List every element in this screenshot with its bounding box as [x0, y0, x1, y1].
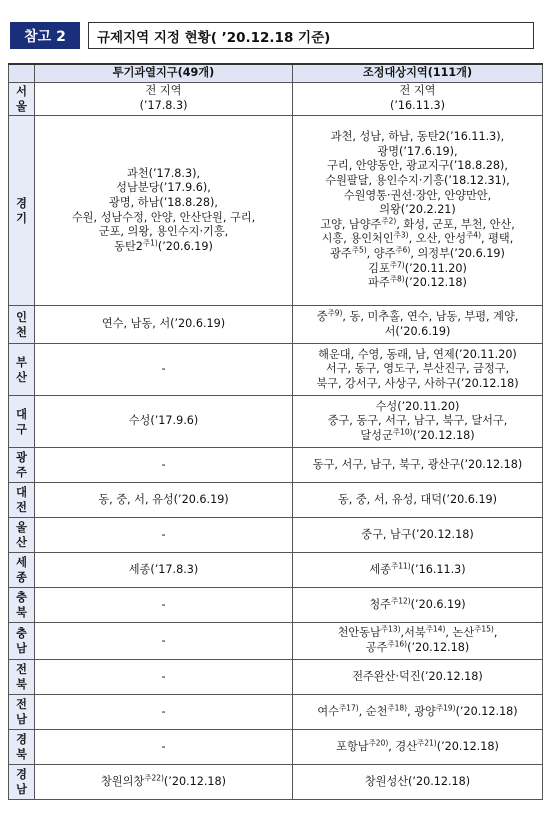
adjustment-line: 구리, 안양동안, 광교지구(’18.8.28), — [327, 159, 508, 173]
adjustment-cell — [293, 765, 543, 800]
table-row — [9, 83, 543, 116]
region-label-char: 천 — [16, 325, 27, 339]
adjustment-line: 세종$^{주11)}$(’16.11.3) — [369, 560, 466, 576]
region-cell — [9, 483, 35, 518]
footnote-marker: 주18) — [387, 702, 408, 712]
adjustment-line: (’16.11.3) — [390, 99, 445, 112]
region-cell — [9, 588, 35, 623]
speculation-line: 세종(’17.8.3) — [128, 562, 199, 576]
region-cell — [9, 695, 35, 730]
speculation-line: 창원의창$^{주22)}$(’20.12.18) — [100, 772, 227, 788]
footnote-marker: 주13) — [380, 624, 401, 634]
speculation-cell — [35, 83, 293, 116]
adjustment-line: 고양, 남양주$^{주2)}$, 화성, 군포, 부천, 안산, — [320, 216, 515, 231]
adjustment-line: 시흥, 용인처인$^{주3)}$, 오산, 안성$^{주4)}$, 평택, — [321, 230, 514, 246]
footnote-marker: 주11) — [390, 560, 411, 570]
region-label-char: 전 — [16, 663, 27, 676]
table-row — [9, 695, 543, 730]
adjustment-line: 의왕(’20.2.21) — [379, 203, 456, 217]
table-row — [9, 588, 543, 623]
table-row — [9, 344, 543, 396]
table-row — [9, 660, 543, 695]
speculation-line: - — [161, 527, 166, 541]
region-label-char: 종 — [16, 571, 27, 584]
speculation-cell — [35, 396, 293, 448]
speculation-line: 군포, 의왕, 용인수지·기흥, — [98, 225, 229, 239]
adjustment-line: 동구, 서구, 남구, 북구, 광산구(’20.12.18) — [312, 457, 523, 471]
footnote-marker: 주4) — [466, 230, 482, 240]
footnote-marker: 주9) — [327, 308, 343, 318]
adjustment-line: 포항남$^{주20)}$, 경산$^{주21)}$(’20.12.18) — [336, 737, 499, 753]
footnote-marker: 주5) — [351, 245, 367, 255]
speculation-cell — [35, 448, 293, 483]
adjustment-line: 김포$^{주7)}$(’20.11.20) — [368, 259, 467, 275]
region-cell — [9, 553, 35, 588]
footnote-marker: 주16) — [387, 639, 408, 649]
footnote-marker: 주17) — [338, 702, 359, 712]
region-label-char: 북 — [16, 606, 27, 619]
speculation-line: 연수, 남동, 서(’20.6.19) — [101, 317, 226, 331]
reference-badge: 참고 2 — [10, 22, 80, 49]
speculation-line: (’17.8.3) — [139, 99, 188, 112]
speculation-cell — [35, 623, 293, 660]
footnote-marker: 주7) — [389, 259, 405, 269]
adjustment-cell — [293, 116, 543, 306]
region-label-char: 울 — [16, 100, 27, 113]
region-label-char: 세 — [16, 556, 27, 569]
adjustment-line: 천안동남$^{주13)}$,서북$^{주14)}$, 논산$^{주15)}$, — [337, 624, 498, 640]
speculation-cell — [35, 730, 293, 765]
region-label-char: 광 — [16, 451, 27, 464]
speculation-line: 동, 중, 서, 유성(’20.6.19) — [98, 492, 229, 506]
adjustment-line: 동, 중, 서, 유성, 대덕(’20.6.19) — [337, 492, 498, 506]
adjustment-cell — [293, 623, 543, 660]
adjustment-cell — [293, 344, 543, 396]
table-header-row — [9, 64, 543, 83]
region-cell — [9, 448, 35, 483]
column-header-adjustment: 조정대상지역(111개) — [293, 64, 543, 83]
adjustment-line: 창원성산(’20.12.18) — [364, 774, 471, 788]
adjustment-cell — [293, 553, 543, 588]
region-cell — [9, 344, 35, 396]
footnote-marker: 주19) — [435, 702, 456, 712]
footnote-marker: 주10) — [392, 427, 413, 437]
adjustment-cell — [293, 588, 543, 623]
region-label-char: 경 — [16, 733, 27, 746]
adjustment-line: 파주$^{주8)}$(’20.12.18) — [368, 274, 467, 290]
footnote-marker: 주20) — [368, 737, 389, 747]
region-cell — [9, 116, 35, 306]
table-row — [9, 765, 543, 800]
region-cell — [9, 660, 35, 695]
region-cell — [9, 306, 35, 344]
region-label-char: 부 — [16, 355, 27, 369]
regulated-areas-table — [8, 63, 543, 800]
corner-cell — [9, 64, 35, 83]
adjustment-line: 전 지역 — [399, 84, 436, 98]
region-label-char: 울 — [16, 521, 27, 534]
adjustment-line: 수원팔달, 용인수지·기흥(’18.12.31), — [325, 174, 510, 188]
adjustment-cell — [293, 518, 543, 553]
footnote-marker: 주14) — [425, 624, 446, 634]
footnote-marker: 주6) — [395, 245, 411, 255]
region-label-char: 경 — [16, 768, 27, 781]
table-row — [9, 483, 543, 518]
region-label-char: 구 — [16, 422, 27, 436]
region-label-char: 북 — [16, 748, 27, 761]
adjustment-line: 중구, 남구(’20.12.18) — [361, 527, 474, 541]
table-row — [9, 306, 543, 344]
speculation-line: - — [161, 633, 166, 647]
speculation-line: 성남분당(’17.9.6), — [116, 181, 211, 195]
adjustment-cell — [293, 448, 543, 483]
footnote-marker: 주12) — [390, 595, 411, 605]
table-row — [9, 396, 543, 448]
speculation-cell — [35, 518, 293, 553]
adjustment-cell — [293, 483, 543, 518]
footnote-marker: 주3) — [393, 230, 409, 240]
header — [10, 22, 534, 49]
speculation-cell — [35, 588, 293, 623]
adjustment-line: 북구, 강서구, 사상구, 사하구(’20.12.18) — [316, 376, 519, 390]
page-title: 규제지역 지정 현황( ’20.12.18 기준) — [88, 22, 534, 49]
speculation-line: 과천(’17.8.3), — [126, 166, 201, 180]
region-label-char: 주 — [16, 466, 27, 479]
adjustment-cell — [293, 396, 543, 448]
adjustment-line: 광주$^{주5)}$, 양주$^{주6)}$, 의정부(’20.6.19) — [330, 245, 505, 260]
footnote-marker: 주8) — [389, 274, 405, 284]
speculation-cell — [35, 553, 293, 588]
adjustment-line: 여수$^{주17)}$, 순천$^{주18)}$, 광양$^{주19)}$(’20.12.18) — [317, 702, 518, 718]
adjustment-line: 달성군$^{주10)}$(’20.12.18) — [360, 427, 475, 442]
speculation-line: - — [161, 362, 166, 376]
region-label-char: 산 — [16, 370, 27, 384]
speculation-cell — [35, 306, 293, 344]
region-label-char: 남 — [16, 713, 27, 726]
footnote-marker: 주1) — [142, 237, 158, 247]
adjustment-line: 서구, 동구, 영도구, 부산진구, 금정구, — [325, 362, 510, 376]
region-label-char: 전 — [16, 698, 27, 711]
footnote-marker: 주15) — [474, 624, 494, 634]
adjustment-line: 공주$^{주16)}$(’20.12.18) — [365, 639, 470, 654]
adjustment-line: 서(’20.6.19) — [384, 324, 451, 338]
region-label-char: 충 — [16, 591, 27, 604]
table-row — [9, 116, 543, 306]
adjustment-cell — [293, 306, 543, 344]
table-row — [9, 730, 543, 765]
adjustment-line: 중구, 동구, 서구, 남구, 북구, 달서구, — [327, 414, 508, 428]
speculation-line: - — [161, 739, 166, 753]
speculation-line: - — [161, 597, 166, 611]
adjustment-line: 광명(’17.6.19), — [377, 144, 458, 158]
table-row — [9, 448, 543, 483]
speculation-cell — [35, 765, 293, 800]
speculation-line: - — [161, 704, 166, 718]
region-label-char: 충 — [16, 627, 27, 640]
speculation-line: - — [161, 457, 166, 471]
adjustment-line: 전주완산·덕진(’20.12.18) — [352, 669, 483, 683]
region-cell — [9, 765, 35, 800]
speculation-cell — [35, 695, 293, 730]
region-label-char: 산 — [16, 536, 27, 549]
footnote-marker: 주2) — [381, 216, 397, 226]
table-body — [9, 83, 543, 800]
speculation-line: 전 지역 — [145, 84, 182, 98]
table-row — [9, 623, 543, 660]
speculation-line: 동탄$2^{주1)}(’20.6.19)$ — [114, 237, 213, 253]
region-label-char: 북 — [16, 678, 27, 691]
region-cell — [9, 83, 35, 116]
adjustment-cell — [293, 730, 543, 765]
region-label-char: 기 — [16, 211, 27, 225]
region-cell — [9, 623, 35, 660]
speculation-line: 광명, 하남(’18.8.28), — [109, 195, 218, 209]
region-label-char: 남 — [16, 783, 27, 796]
speculation-line: - — [161, 669, 166, 683]
adjustment-line: 수성(’20.11.20) — [375, 399, 460, 413]
footnote-marker: 주22) — [144, 772, 164, 782]
region-label-char: 서 — [16, 85, 27, 98]
speculation-cell — [35, 660, 293, 695]
speculation-cell — [35, 344, 293, 396]
adjustment-line: 수원영통·권선·장안, 안양만안, — [343, 188, 492, 202]
table-row — [9, 518, 543, 553]
region-label-char: 대 — [16, 486, 27, 499]
table-row — [9, 553, 543, 588]
adjustment-cell — [293, 660, 543, 695]
adjustment-line: 해운대, 수영, 동래, 남, 연제(’20.11.20) — [318, 347, 517, 361]
speculation-line: 수성(’17.9.6) — [128, 414, 199, 428]
speculation-cell — [35, 116, 293, 306]
adjustment-line: 청주$^{주12)}$(’20.6.19) — [369, 595, 466, 611]
speculation-line: 수원, 성남수정, 안양, 안산단원, 구리, — [71, 210, 256, 224]
speculation-cell — [35, 483, 293, 518]
region-label-char: 전 — [16, 501, 27, 514]
adjustment-line: 중$^{주9)}$, 동, 미추홀, 연수, 남동, 부평, 계양, — [316, 308, 519, 323]
region-label-char: 대 — [16, 407, 27, 421]
region-label-char: 인 — [16, 310, 27, 324]
region-label-char: 경 — [16, 196, 27, 210]
column-header-speculation: 투기과열지구(49개) — [35, 64, 293, 83]
region-cell — [9, 730, 35, 765]
region-cell — [9, 518, 35, 553]
region-label-char: 남 — [16, 642, 27, 655]
adjustment-cell — [293, 83, 543, 116]
region-cell — [9, 396, 35, 448]
adjustment-line: 과천, 성남, 하남, 동탄2(’16.11.3), — [330, 130, 505, 144]
footnote-marker: 주21) — [417, 737, 437, 747]
adjustment-cell — [293, 695, 543, 730]
